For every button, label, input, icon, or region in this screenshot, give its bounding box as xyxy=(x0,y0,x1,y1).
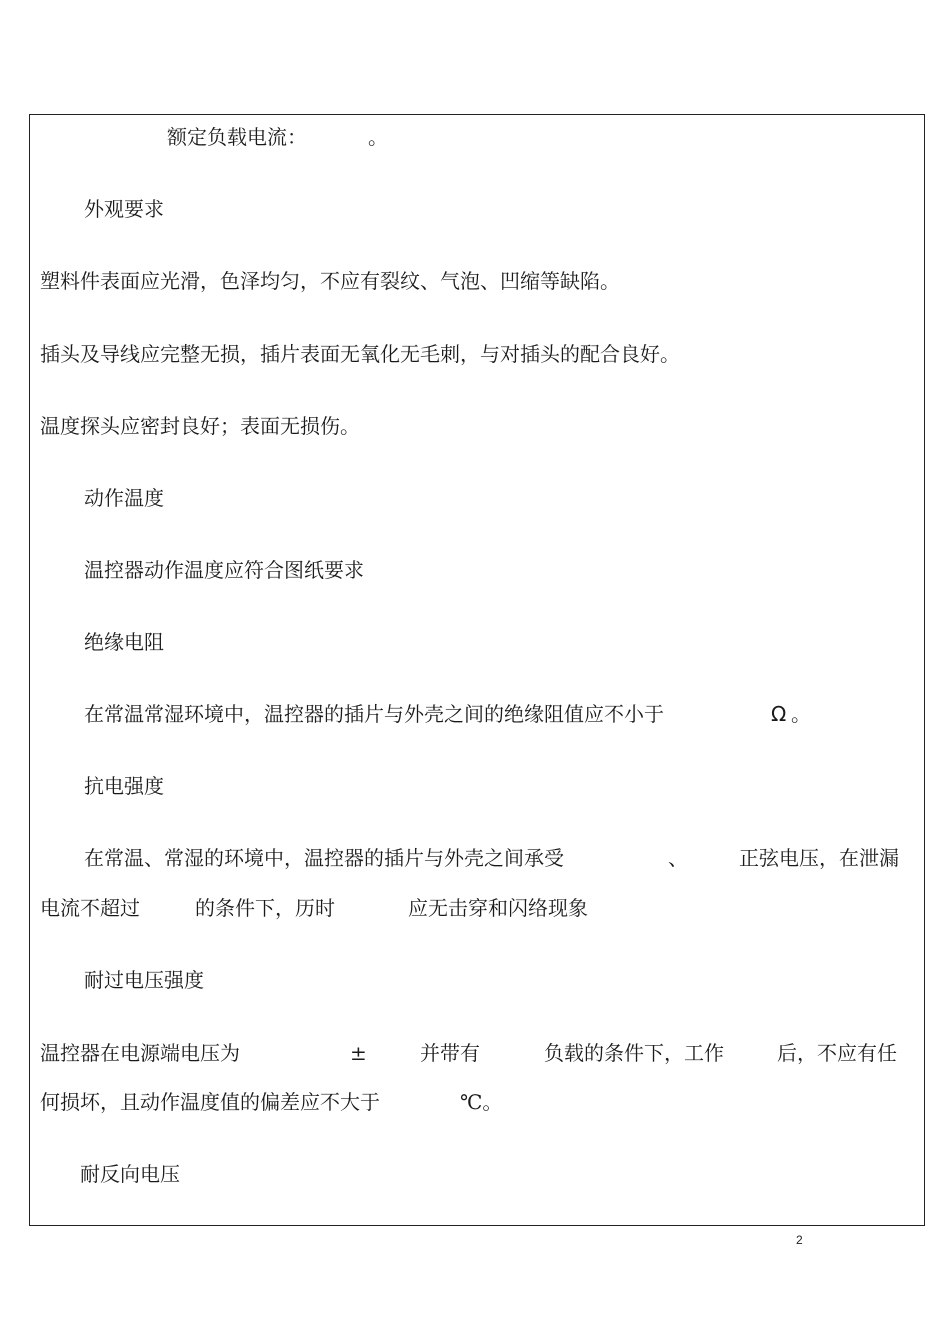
text-segment: 并带有 xyxy=(420,1041,480,1065)
text-segment: 的条件下，历时 xyxy=(195,896,335,920)
paragraph-line: 插头及导线应完整无损，插片表面无氧化无毛刺，与对插头的配合良好。 xyxy=(40,342,680,366)
text-segment: 何损坏，且动作温度值的偏差应不大于 xyxy=(40,1090,380,1114)
text-segment: 、 xyxy=(668,846,688,870)
text-segment: Ω xyxy=(771,702,787,726)
paragraph-line: 温度探头应密封良好；表面无损伤。 xyxy=(40,414,360,438)
text-segment: ℃。 xyxy=(460,1090,503,1114)
paragraph-line: 温控器动作温度应符合图纸要求 xyxy=(84,558,364,582)
text-segment: 负载的条件下，工作 xyxy=(544,1041,724,1065)
section-heading: 抗电强度 xyxy=(84,774,164,798)
paragraph-line: 塑料件表面应光滑，色泽均匀，不应有裂纹、气泡、凹缩等缺陷。 xyxy=(40,269,620,293)
text-segment: 在常温、常湿的环境中，温控器的插片与外壳之间承受 xyxy=(84,846,564,870)
section-heading: 耐过电压强度 xyxy=(84,968,204,992)
text-segment: 正弦电压，在泄漏 xyxy=(739,846,899,870)
text-segment: 。 xyxy=(791,702,811,726)
section-heading: 动作温度 xyxy=(84,486,164,510)
text-segment: 额定负载电流： xyxy=(167,125,307,149)
text-segment: 后，不应有任 xyxy=(777,1041,897,1065)
text-segment: 在常温常湿环境中，温控器的插片与外壳之间的绝缘阻值应不小于 xyxy=(84,702,664,726)
text-segment: 温控器在电源端电压为 xyxy=(40,1041,240,1065)
text-segment: 应无击穿和闪络现象 xyxy=(408,896,588,920)
section-heading: 绝缘电阻 xyxy=(84,630,164,654)
text-segment: 电流不超过 xyxy=(40,896,140,920)
section-heading: 外观要求 xyxy=(84,197,164,221)
section-heading: 耐反向电压 xyxy=(80,1162,180,1186)
text-segment: 。 xyxy=(368,125,388,149)
text-segment: ± xyxy=(350,1041,367,1065)
page-number: 2 xyxy=(796,1233,803,1247)
